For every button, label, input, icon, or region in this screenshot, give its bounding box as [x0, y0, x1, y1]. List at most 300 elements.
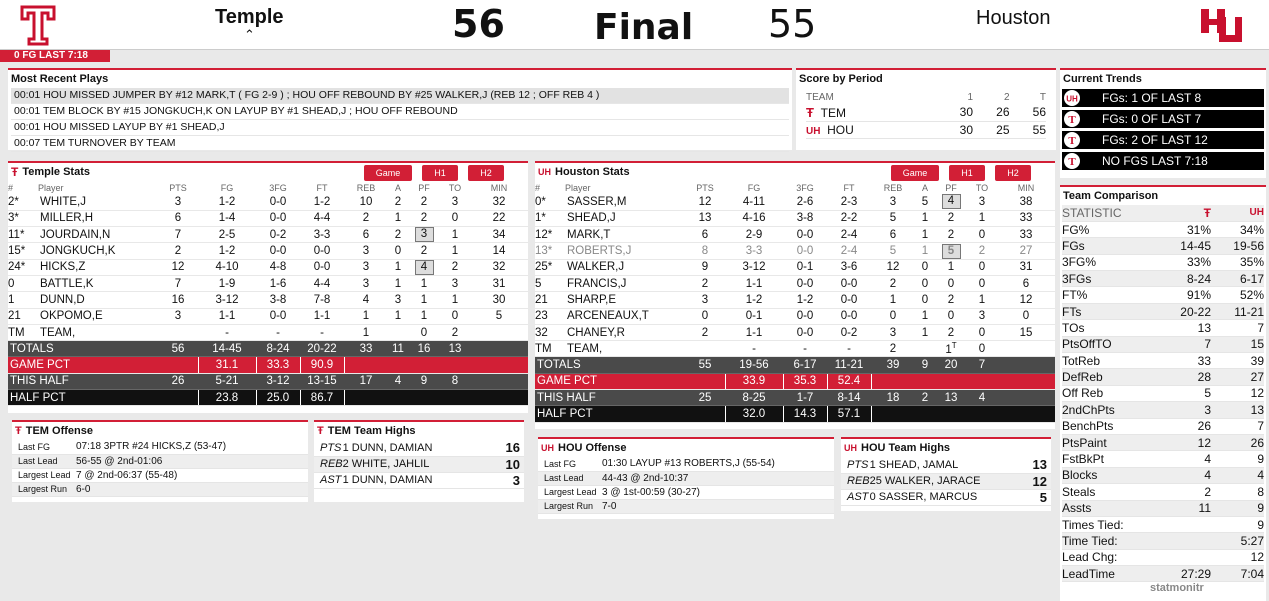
comparison-row	[1062, 303, 1264, 319]
player-name: WHITE,J	[38, 194, 158, 210]
stat-value: 12	[1025, 473, 1051, 489]
panel-title: TEM Team Highs	[327, 425, 416, 437]
stat-cell: 21	[535, 292, 565, 308]
stat-cell: 0	[685, 308, 725, 324]
empty-cell	[685, 373, 725, 389]
player-name: TEAM,	[38, 324, 158, 340]
high-row	[314, 456, 524, 472]
stat-type: AST	[841, 489, 870, 505]
stat-cell: 0	[440, 210, 470, 226]
player-row[interactable]	[8, 210, 528, 226]
comparison-row	[1062, 287, 1264, 303]
stat-cell: 1-2	[300, 194, 344, 210]
stat-cell: 1	[915, 210, 935, 226]
stat-cell: 1-2	[198, 194, 256, 210]
stat-cell: 90.9	[300, 357, 344, 373]
stat-value: 5	[1025, 489, 1051, 505]
player-row[interactable]	[8, 292, 528, 308]
stat-cell: 1	[440, 243, 470, 259]
temple-logo-icon	[10, 2, 66, 48]
stat-cell: 3-12	[725, 259, 783, 275]
period-row	[806, 104, 1046, 121]
empty-cell	[685, 406, 725, 422]
comparison-table	[1062, 205, 1264, 582]
player-name: TEAM,	[565, 341, 685, 357]
houston-value: 5:27	[1211, 533, 1264, 549]
away-team-name: Houston	[976, 7, 1051, 29]
player-row[interactable]	[535, 194, 1055, 210]
offense-table	[538, 457, 834, 514]
houston-value: 11-21	[1211, 303, 1264, 319]
stat-cell: 5	[915, 194, 935, 210]
high-row	[841, 489, 1051, 505]
info-label: Last Lead	[538, 471, 602, 485]
houston-logo-icon: UH	[538, 167, 551, 177]
stat-cell: 1	[967, 210, 997, 226]
info-value: 7-0	[602, 499, 834, 513]
stat-cell: 1	[915, 324, 935, 340]
game-status: Final	[594, 7, 694, 48]
stat-cell: 1	[915, 243, 935, 259]
stat-name: FstBkPt	[1062, 451, 1158, 467]
hou-offense-panel	[538, 437, 834, 519]
houston-value: 7	[1211, 320, 1264, 336]
stat-cell	[935, 194, 967, 210]
player-name: 0 SASSER, MARCUS	[870, 489, 1025, 505]
col-header[interactable]: REB	[356, 182, 376, 193]
col-header[interactable]: FT	[843, 182, 855, 193]
temple-value: 12	[1158, 434, 1211, 450]
empty-cell	[871, 406, 1055, 422]
col-header[interactable]: 3FG	[269, 182, 287, 193]
foul-highlight: 5	[942, 244, 961, 259]
temple-value: 26	[1158, 418, 1211, 434]
stat-cell: 13-15	[300, 373, 344, 389]
stat-cell: 3-3	[300, 227, 344, 243]
stat-cell	[915, 341, 935, 357]
col-p2: 2	[1003, 91, 1010, 103]
game-pct-row	[8, 357, 528, 373]
row-label: THIS HALF	[535, 390, 685, 406]
player-name: 2 WHITE, JAHLIL	[343, 456, 493, 472]
houston-stats-table	[535, 181, 1055, 423]
col-header[interactable]: PF	[945, 182, 957, 193]
stat-cell: 9	[915, 357, 935, 373]
stat-name: 2ndChPts	[1062, 402, 1158, 418]
houston-logo-icon	[1062, 89, 1082, 107]
houston-logo-icon: UH	[541, 443, 554, 453]
stat-cell: 38	[997, 194, 1055, 210]
col-header[interactable]: Player	[38, 182, 64, 193]
stat-cell: 7	[158, 227, 198, 243]
col-header[interactable]: PF	[418, 182, 430, 193]
info-value: 44-43 @ 2nd-10:37	[602, 471, 834, 485]
empty-cell	[158, 357, 198, 373]
svg-text:T: T	[1068, 156, 1076, 168]
stat-name: TOs	[1062, 320, 1158, 336]
col-header[interactable]: REB	[883, 182, 903, 193]
houston-value: 39	[1211, 353, 1264, 369]
stat-name: Off Reb	[1062, 385, 1158, 401]
stat-cell: 2	[685, 324, 725, 340]
temple-value: 31%	[1158, 221, 1211, 237]
stat-cell: 7	[967, 357, 997, 373]
stat-cell: 15*	[8, 243, 38, 259]
stat-cell: 0	[997, 308, 1055, 324]
foul-highlight: 4	[942, 194, 961, 209]
stat-cell: 2	[935, 227, 967, 243]
stat-cell: 17	[344, 373, 388, 389]
stat-cell: 5	[535, 275, 565, 291]
col-header[interactable]: FG	[220, 182, 234, 193]
stat-name: Times Tied:	[1062, 516, 1158, 532]
stat-cell: 0-0	[256, 308, 300, 324]
houston-value: 27	[1211, 369, 1264, 385]
stat-cell: 6	[685, 227, 725, 243]
comparison-row	[1062, 369, 1264, 385]
half-pct-row	[535, 406, 1055, 422]
player-name: OKPOMO,E	[38, 308, 158, 324]
stat-cell: 30	[470, 292, 528, 308]
temple-value: 4	[1158, 451, 1211, 467]
player-name: CHANEY,R	[565, 324, 685, 340]
panel-title: HOU Team Highs	[861, 442, 951, 454]
temple-value	[1158, 533, 1211, 549]
stat-cell: 0-0	[827, 275, 871, 291]
col-header[interactable]: A	[394, 182, 401, 193]
stat-cell: 3	[440, 194, 470, 210]
header-row	[1062, 205, 1264, 221]
row-label: TOTALS	[8, 341, 158, 357]
col-header[interactable]: MIN	[1017, 182, 1035, 193]
stat-cell: 2	[388, 227, 408, 243]
stat-cell: 1-2	[783, 292, 827, 308]
stat-cell: 19-56	[725, 357, 783, 373]
stat-cell: 3-8	[783, 210, 827, 226]
svg-text:T: T	[1068, 135, 1076, 147]
col-header[interactable]: TO	[448, 182, 462, 193]
stat-cell: 4-10	[198, 259, 256, 275]
houston-value: 7:04	[1211, 566, 1264, 582]
player-row[interactable]	[8, 308, 528, 324]
stat-cell: -	[198, 324, 256, 340]
row-label: HALF PCT	[535, 406, 685, 422]
comparison-row	[1062, 484, 1264, 500]
temple-value: 7	[1158, 336, 1211, 352]
foul-highlight: 4	[415, 260, 434, 275]
player-row[interactable]	[8, 243, 528, 259]
col-header[interactable]: TO	[975, 182, 989, 193]
info-value: 07:18 3PTR #24 HICKS,Z (53-47)	[76, 440, 308, 454]
recent-plays-panel	[8, 68, 792, 150]
away-score: 55	[768, 2, 817, 46]
col-header[interactable]: #	[535, 182, 541, 193]
game-filter-button[interactable]: Game	[364, 165, 412, 181]
team-abbr: HOU	[827, 122, 854, 137]
stat-name: Blocks	[1062, 467, 1158, 483]
stat-name: FG%	[1062, 221, 1158, 237]
stat-cell: 23.8	[198, 390, 256, 406]
stat-cell: 1-2	[725, 292, 783, 308]
col-header[interactable]: 3FG	[796, 182, 814, 193]
temple-value: 27:29	[1158, 566, 1211, 582]
period-table	[806, 90, 1046, 139]
player-name: ARCENEAUX,T	[565, 308, 685, 324]
houston-value: 13	[1211, 402, 1264, 418]
stat-name: Time Tied:	[1062, 533, 1158, 549]
row-label: GAME PCT	[535, 373, 685, 389]
trend-item	[1062, 131, 1264, 149]
houston-value: 19-56	[1211, 238, 1264, 254]
stat-cell: 0	[871, 308, 915, 324]
temple-value: 33%	[1158, 254, 1211, 270]
stat-cell: 8-14	[827, 390, 871, 406]
player-name: 1 DUNN, DAMIAN	[343, 440, 493, 456]
stat-cell: 2-9	[725, 227, 783, 243]
stat-cell: 1-1	[725, 275, 783, 291]
stat-cell: 6	[344, 227, 388, 243]
stat-cell: 39	[871, 357, 915, 373]
stat-cell: 12	[158, 259, 198, 275]
stat-cell	[408, 259, 440, 275]
stat-cell: 0-1	[783, 259, 827, 275]
stat-cell: 0	[935, 275, 967, 291]
stat-cell: 11-21	[827, 357, 871, 373]
info-row	[538, 499, 834, 513]
stat-cell: 33	[344, 341, 388, 357]
player-row[interactable]	[535, 227, 1055, 243]
empty-cell	[158, 390, 198, 406]
col-p1: 1	[967, 91, 974, 103]
stat-cell: 1	[440, 292, 470, 308]
stat-cell: 2	[440, 324, 470, 340]
stat-cell	[408, 227, 440, 243]
stat-cell: 31	[470, 275, 528, 291]
houston-value: 15	[1211, 336, 1264, 352]
panel-title: Temple Stats	[22, 166, 90, 178]
stat-name: DefReb	[1062, 369, 1158, 385]
high-row	[841, 457, 1051, 473]
col-header[interactable]: A	[921, 182, 928, 193]
stat-cell: 0-0	[300, 259, 344, 275]
col-header[interactable]: Player	[565, 182, 591, 193]
player-row[interactable]	[535, 292, 1055, 308]
score-by-period-panel	[796, 68, 1056, 150]
play-item[interactable]: 00:07 TEM TURNOVER BY TEAM	[11, 136, 789, 152]
player-name: 1 DUNN, DAMIAN	[343, 472, 493, 488]
panel-title: Team Comparison	[1063, 190, 1159, 202]
player-name: DUNN,D	[38, 292, 158, 308]
player-row[interactable]	[535, 210, 1055, 226]
player-row[interactable]	[535, 308, 1055, 324]
info-value: 56-55 @ 2nd-01:06	[76, 454, 308, 468]
stat-cell: 1-1	[725, 324, 783, 340]
stat-cell	[997, 341, 1055, 357]
houston-value: 26	[1211, 434, 1264, 450]
stat-type: PTS	[841, 457, 870, 473]
h2-filter-button[interactable]: H2	[468, 165, 504, 181]
stat-cell: 3-12	[256, 373, 300, 389]
stat-cell: 3-8	[256, 292, 300, 308]
stat-cell: 2-6	[783, 194, 827, 210]
col-header[interactable]: PTS	[696, 182, 714, 193]
stat-name: Lead Chg:	[1062, 549, 1158, 565]
stat-cell: 86.7	[300, 390, 344, 406]
stat-value: 16	[493, 440, 524, 456]
player-name: ROBERTS,J	[565, 243, 685, 259]
player-row[interactable]	[535, 275, 1055, 291]
h2-filter-button[interactable]: H2	[995, 165, 1031, 181]
stat-cell: 16	[408, 341, 440, 357]
highs-table	[841, 457, 1051, 506]
play-item[interactable]: 00:01 HOU MISSED LAYUP BY #1 SHEAD,J	[11, 120, 789, 136]
info-row	[538, 457, 834, 471]
panel-title: Score by Period	[799, 73, 883, 85]
stat-cell: 16	[158, 292, 198, 308]
stat-cell: 1-6	[256, 275, 300, 291]
stat-cell: -	[827, 341, 871, 357]
row-label: THIS HALF	[8, 373, 158, 389]
stat-cell: 0	[967, 227, 997, 243]
stat-cell: 0	[967, 275, 997, 291]
period-row	[806, 121, 1046, 138]
stat-cell: 12*	[535, 227, 565, 243]
stat-cell: 0	[967, 324, 997, 340]
houston-value: 9	[1211, 516, 1264, 532]
stat-cell: 14	[470, 243, 528, 259]
stat-cell: 2-4	[827, 227, 871, 243]
temple-value: 28	[1158, 369, 1211, 385]
col-header[interactable]: MIN	[490, 182, 508, 193]
stat-cell: 3	[344, 275, 388, 291]
houston-value: 9	[1211, 451, 1264, 467]
info-row	[12, 482, 308, 496]
plays-list	[8, 88, 792, 152]
player-row[interactable]	[535, 341, 1055, 357]
stat-cell: 2	[935, 210, 967, 226]
totals-row	[8, 341, 528, 357]
play-item[interactable]: 00:01 HOU MISSED JUMPER BY #12 MARK,T ( FG 2-9 ) ; HOU OFF REBOUND BY #25 WALKER,J (REB 12 ; OFF REB 4 )	[11, 88, 789, 104]
stat-cell: 12	[685, 194, 725, 210]
stat-cell: 5	[470, 308, 528, 324]
this-half-row	[535, 390, 1055, 406]
col-header[interactable]: PTS	[169, 182, 187, 193]
panel-title-row	[841, 439, 1051, 457]
player-row[interactable]	[8, 194, 528, 210]
stat-cell: 4-16	[725, 210, 783, 226]
col-header[interactable]: FG	[747, 182, 761, 193]
stat-cell: 0-0	[783, 308, 827, 324]
temple-value: 13	[1158, 320, 1211, 336]
empty-cell	[997, 390, 1055, 406]
houston-value: 12	[1211, 385, 1264, 401]
chevron-up-icon[interactable]: ⌃	[244, 27, 255, 42]
h1-filter-button[interactable]: H1	[949, 165, 985, 181]
stat-cell: 13	[685, 210, 725, 226]
houston-value: 4	[1211, 467, 1264, 483]
trend-item	[1062, 89, 1264, 107]
stat-cell	[470, 324, 528, 340]
temple-logo-icon	[1062, 152, 1082, 170]
stat-name: PtsPaint	[1062, 434, 1158, 450]
trend-text: FGs: 0 OF LAST 7	[1102, 112, 1202, 126]
stat-cell: -	[783, 341, 827, 357]
stat-cell: 4-11	[725, 194, 783, 210]
player-row[interactable]	[8, 259, 528, 275]
game-filter-button[interactable]: Game	[891, 165, 939, 181]
temple-logo-icon: Ŧ	[15, 425, 22, 437]
stat-cell: 8	[685, 243, 725, 259]
stat-cell: 1	[388, 259, 408, 275]
technical-marker: T	[951, 341, 957, 351]
player-row[interactable]	[8, 324, 528, 340]
houston-value: 35%	[1211, 254, 1264, 270]
info-label: Last FG	[538, 457, 602, 471]
stat-cell: 13	[935, 390, 967, 406]
stat-cell: 25	[685, 390, 725, 406]
stat-cell: 1	[344, 324, 388, 340]
stat-cell: 3	[388, 292, 408, 308]
col-header[interactable]: #	[8, 182, 14, 193]
temple-logo-icon: Ŧ	[806, 104, 814, 120]
temple-value: 14-45	[1158, 238, 1211, 254]
comparison-row	[1062, 418, 1264, 434]
comparison-row	[1062, 516, 1264, 532]
stat-cell: 15	[997, 324, 1055, 340]
col-header[interactable]: FT	[316, 182, 328, 193]
houston-logo-icon: UH	[844, 443, 857, 453]
houston-logo-icon: UH	[1211, 205, 1264, 221]
player-row[interactable]	[535, 243, 1055, 259]
stat-cell: 2-4	[827, 243, 871, 259]
statmonitr-watermark: statmonitr	[1150, 582, 1204, 594]
player-name: HICKS,Z	[38, 259, 158, 275]
stat-name: Steals	[1062, 484, 1158, 500]
foul-highlight: 3	[415, 227, 434, 242]
player-row[interactable]	[535, 324, 1055, 340]
houston-value: 12	[1211, 549, 1264, 565]
comparison-row	[1062, 336, 1264, 352]
houston-value: 8	[1211, 484, 1264, 500]
info-label: Last Lead	[12, 454, 76, 468]
stat-name: FTs	[1062, 303, 1158, 319]
houston-stats-panel	[535, 161, 1055, 429]
h1-filter-button[interactable]: H1	[422, 165, 458, 181]
temple-value: 2	[1158, 484, 1211, 500]
player-row[interactable]	[8, 275, 528, 291]
stat-cell: -	[300, 324, 344, 340]
player-row[interactable]	[8, 227, 528, 243]
p1-score: 30	[937, 104, 973, 121]
stat-cell: 1*	[535, 210, 565, 226]
info-label: Last FG	[12, 440, 76, 454]
houston-logo-icon	[1194, 2, 1250, 48]
play-item[interactable]: 00:01 TEM BLOCK BY #15 JONGKUCH,K ON LAYUP BY #1 SHEAD,J ; HOU OFF REBOUND	[11, 104, 789, 120]
info-value: 01:30 LAYUP #13 ROBERTS,J (55-54)	[602, 457, 834, 471]
header-row	[535, 181, 1055, 194]
stat-cell: 12	[997, 292, 1055, 308]
player-row[interactable]	[535, 259, 1055, 275]
total-score: 56	[1010, 104, 1047, 121]
stat-cell: 3	[440, 275, 470, 291]
comparison-row	[1062, 221, 1264, 237]
comparison-row	[1062, 385, 1264, 401]
trends-list	[1060, 88, 1266, 174]
stat-cell: 1	[8, 292, 38, 308]
comparison-row	[1062, 238, 1264, 254]
stat-cell: 3-12	[198, 292, 256, 308]
stat-cell: 2	[935, 292, 967, 308]
